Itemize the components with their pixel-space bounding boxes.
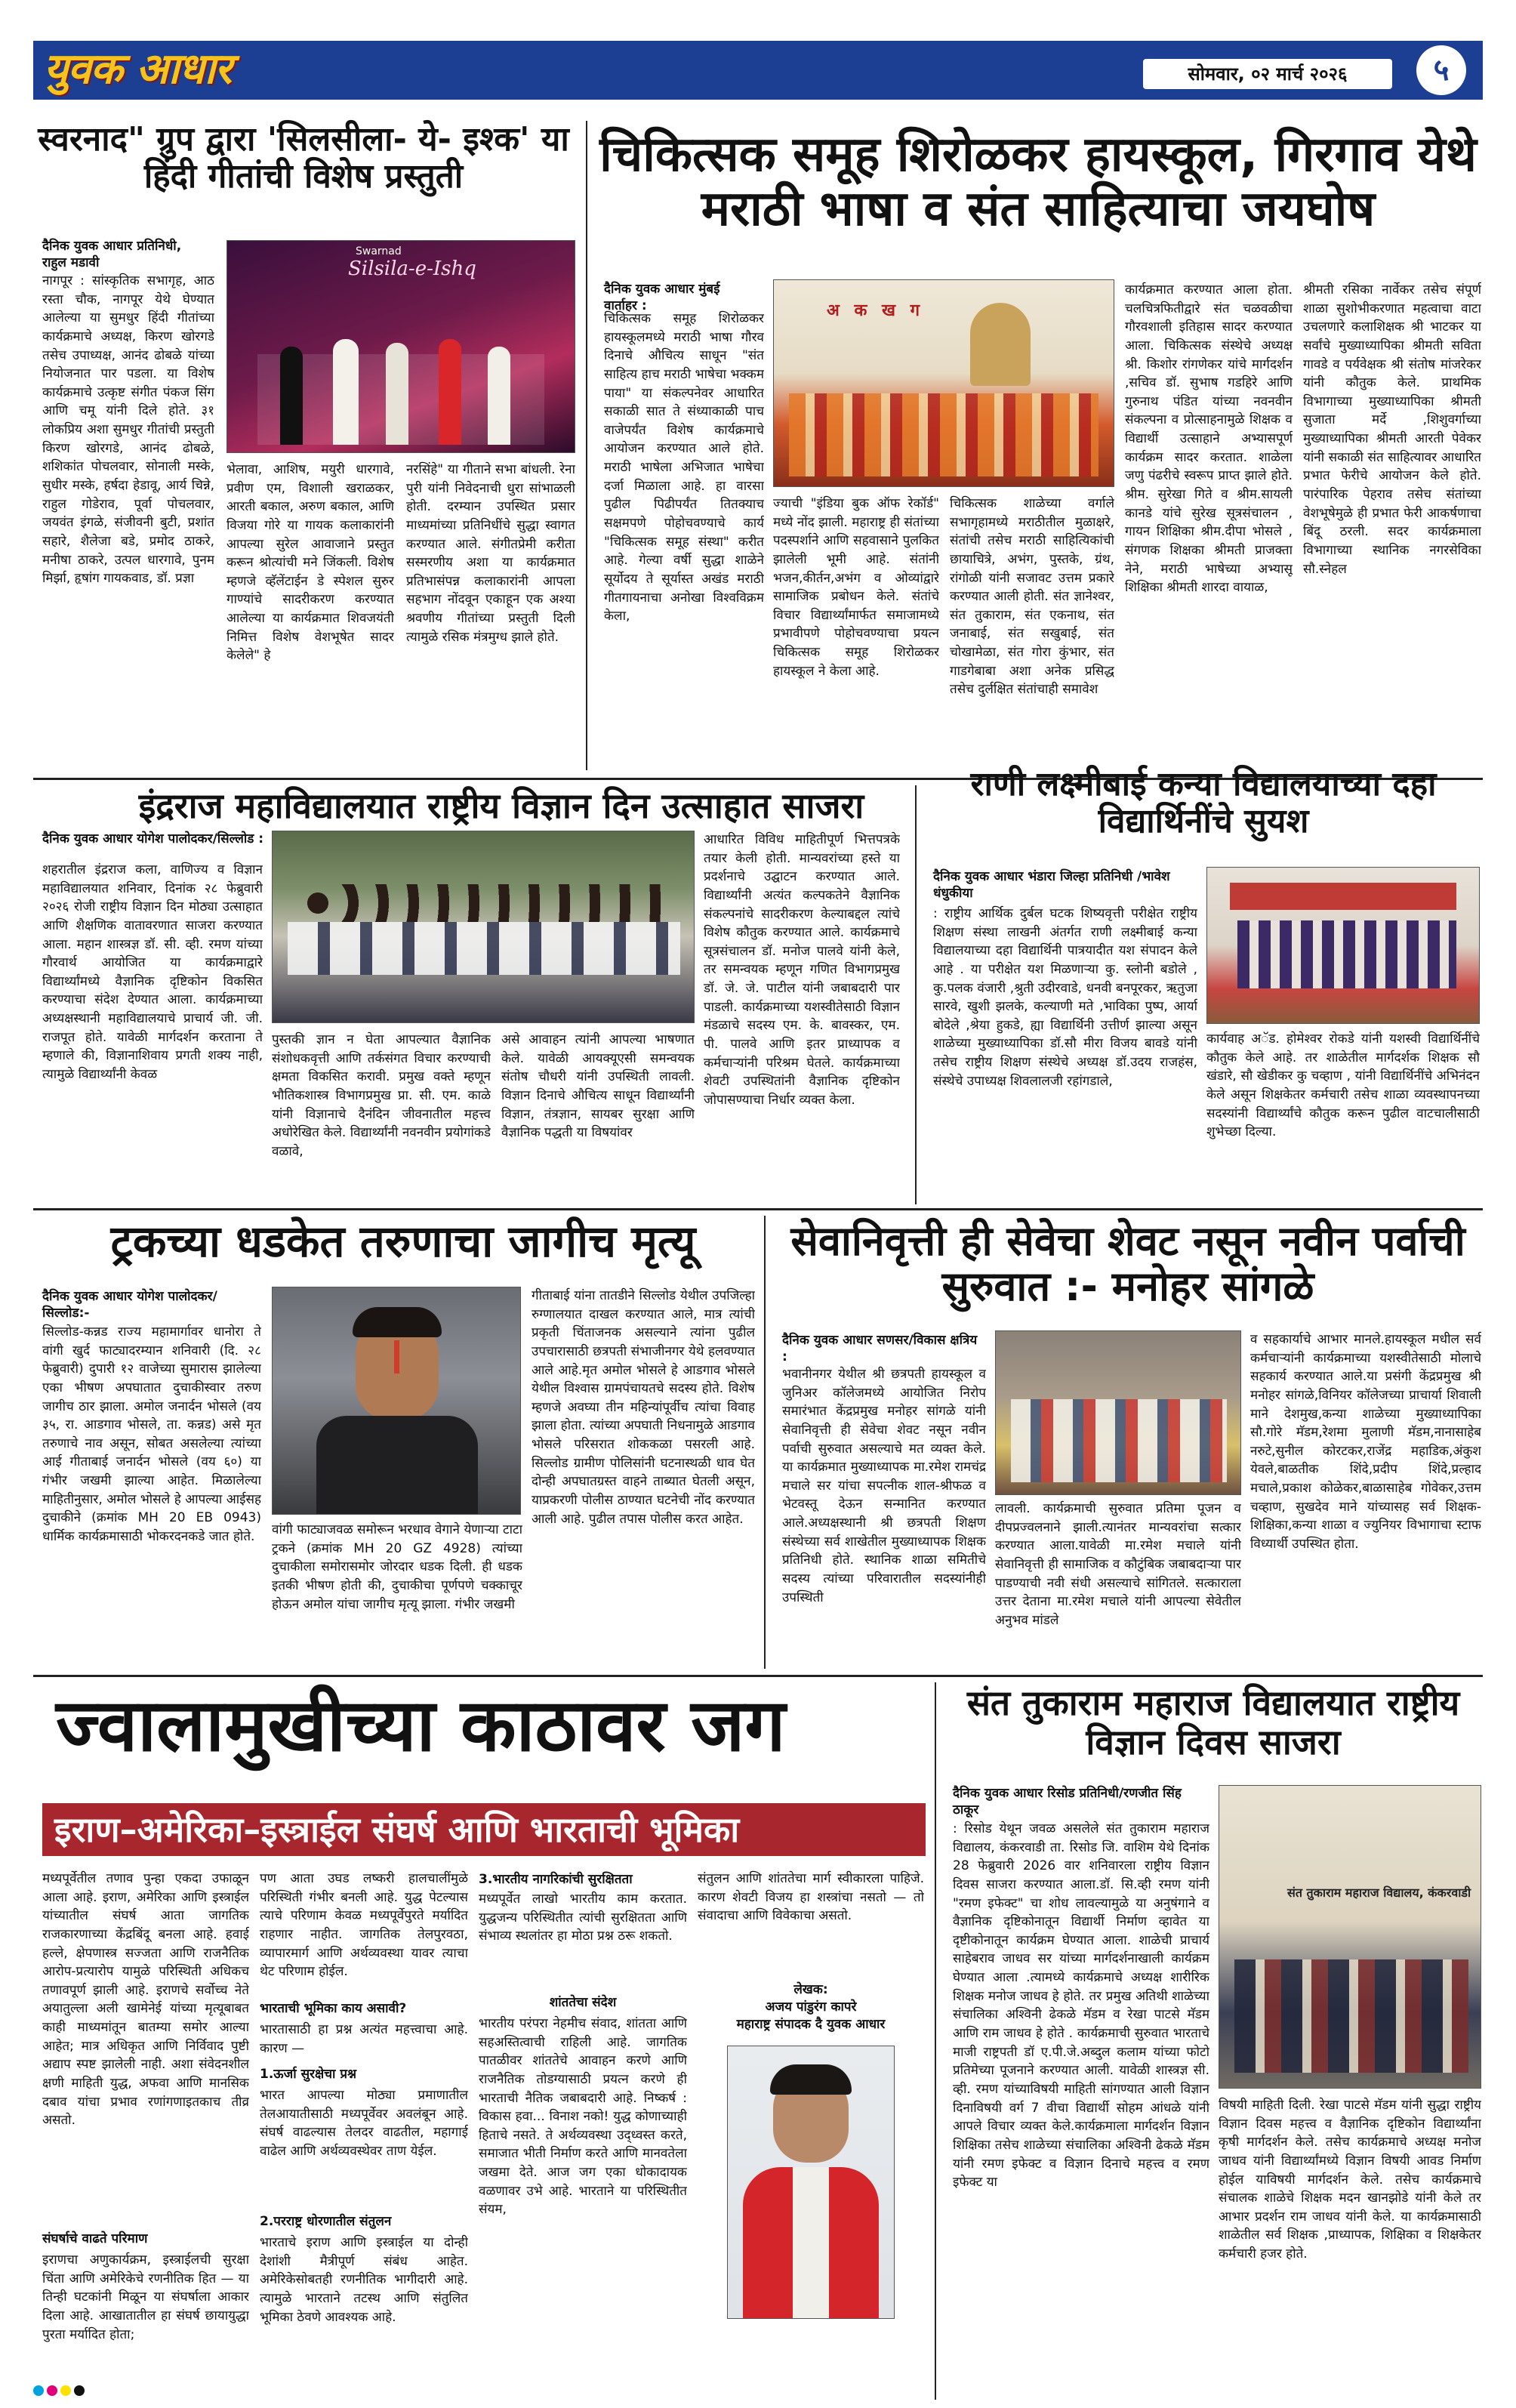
sevanivrutti-col1: भवानीनगर येथील श्री छत्रपती हायस्कूल व जुनिअर कॉलेजमध्ये आयोजित निरोप समारंभात केंद्रप्रमुख मनोहर सांगळे यांनी सेवानिवृत्ती ही सेवेचा शेवट नसून नवीन पर्वाची सुरुवात असल्याचे मत व्यक्त केले. या कार्यक्रमात मुख्याध्यापक मा.रमेश रामचंद्र मचाले सर यांचा सपत्नीक शाल-श्रीफळ व भेटवस्तू देऊन सन्मानित करण्यात आले.अध्यक्षस्थानी श्री छत्रपती शिक्षण संस्थेच्या सर्व शाखेतील मुख्याध्यापक शिक्षक प्रतिनिधी होते. स्थानिक शाळा समितीचे सदस्य त्यांच्या परिवारातील सदस्यांनीही उपस्थिती — [782, 1367, 986, 1605]
jwalamukhi-col1 — [42, 1870, 249, 2398]
truck-col3: गीताबाई यांना तातडीने सिल्लोड येथील उपजिल्हा रुग्णालयात दाखल करण्यात आले, मात्र त्यांची प्रकृती चिंताजनक असल्याने त्यांना पुढील उपचारासाठी छत्रपती संभाजीनगर येथे हलवण्यात आले आहे.मृत अमोल भोसले हे आडगाव भोसले येथील विश्वास ग्रामपंचायतचे सदस्य होते. विशेष म्हणजे अवघ्या तीन महिन्यांपूर्वीच त्यांचा विवाह झाला होता. त्यांच्या अपघाती निधनामुळे आडगाव भोसले परिसरात शोककळा पसरली आहे. सिल्लोड ग्रामीण पोलिसांनी घटनास्थळी धाव घेत दोन्ही अपघातग्रस्त वाहने ताब्यात घेतली असून, याप्रकरणी पोलीस ठाण्यात घटनेची नोंद करण्यात आली आहे. पुढील तपास पोलीस करत आहेत. — [532, 1288, 755, 1527]
jwalamukhi-subhead-6: शांततेचा संदेश — [549, 1995, 617, 2010]
jwalamukhi-subhead-1: संघर्षाचे वाढते परिमाण — [42, 2231, 148, 2246]
sevanivrutti-byline: दैनिक युवक आधार सणसर/विकास क्षत्रिय : — [782, 1333, 978, 1365]
swarnad-byline: दैनिक युवक आधार प्रतिनिधी, राहुल मडावी — [42, 239, 182, 271]
photo-sub-text: Swarnad — [356, 245, 402, 257]
jwalamukhi-subhead-4: 2.परराष्ट्र धोरणातील संतुलन — [260, 2214, 392, 2229]
indraraj-col2: पुस्तकी ज्ञान न घेता आपल्यात वैज्ञानिक संशोधकवृत्ती आणि तर्कसंगत विचार करण्याची क्षमता विकसित करावी. प्रमुख वक्ते म्हणून भौतिकशास्त्र विभागप्रमुख प्रा. सी. एम. काळे यांनी विज्ञानाचे दैनंदिन जीवनातील महत्त्व अधोरेखित केले. विद्यार्थ्यांनी नवनवीन प्रयोगांकडे वळावे, — [272, 1032, 491, 1159]
chikitsak-photo — [773, 279, 1114, 487]
tukaram-sign: संत तुकाराम महाराज विद्यालय, कंकरवाडी — [1287, 1885, 1471, 1900]
tukaram-headline: संत तुकाराम महाराज विद्यालयात राष्ट्रीय विज्ञान दिवस साजरा — [966, 1682, 1460, 1762]
swarnad-photo — [226, 240, 575, 453]
jwalamukhi-col1b-text: इराणचा अणुकार्यक्रम, इस्त्राईलची सुरक्षा चिंता आणि अमेरिकेचे रणनीतिक हित — या तिन्ही घटकांनी मिळून या संघर्षाला आकार दिला आहे. आखातातील हा संघर्ष छायायुद्धा पुरता मर्यादित होता; — [42, 2252, 249, 2342]
jwalamukhi-col3-text: मध्यपूर्वेत लाखो भारतीय काम करतात. युद्धजन्य परिस्थितीत त्यांची सुरक्षितता आणि संभाव्य स्थलांतर हा मोठा प्रश्न ठरू शकतो. — [479, 1892, 687, 1944]
truck-photo — [272, 1287, 521, 1515]
masthead-date: सोमवार, ०२ मार्च २०२६ — [1143, 59, 1392, 89]
tukaram-photo — [1219, 1785, 1481, 2089]
photo-banner-text: Silsila-e-Ishq — [348, 257, 476, 280]
swarnad-lead: नागपूर : सांस्कृतिक सभागृह, आठ रस्ता चौक, नागपूर येथे घेण्यात आलेल्या या सुमधुर हिंदी गीतांच्या कार्यक्रमाचे अध्यक्ष, किरण खोरगडे तसेच उपाध्यक्ष, आनंद ढोबळे यांच्या नियोजनात पार पडला. या विशेष कार्यक्रमाचे उत्कृष्ट संगीत पंकज सिंग आणि चमू यांनी दिले होते. ३१ लोकप्रिय अशा सुमधुर गीतांची प्रस्तुती किरण खोरगडे, आनंद ढोबळे, शशिकांत पोचलवार, सोनाली मस्के, सुधीर मस्के, हर्षदा हेडावू, आर्य चिन्ने, राहुल गोडेराव, पूर्वा पोचलवार, जयवंत इंगळे, संजीवनी बुटी, प्रशांत सहारे, शैलेजा बडे, प्रमोद ठाकरे, मनीषा ठाकरे, उत्पल धारगावे, पुनम मिर्झा, हृषांग गायकवाड, डॉ. प्रज्ञा — [42, 273, 214, 587]
rani-headline: राणी लक्ष्मीबाई कन्या विद्यालयाच्या दहा विद्यार्थिनींचे सुयश — [970, 765, 1437, 841]
indraraj-col3: असे आवाहन त्यांनी आपल्या भाषणात केले. यावेळी आयक्यूएसी समन्वयक संतोष चौधरी यांनी उपस्थिती लावली. विज्ञान दिनाचे औचित्य साधून विद्यार्थ्यांनी विज्ञान, तंत्रज्ञान, सायबर सुरक्षा आणि वैज्ञानिक पद्धती या विषयांवर — [501, 1032, 695, 1141]
sevanivrutti-col3: व सहकार्याचे आभार मानले.हायस्कूल मधील सर्व कर्मचाऱ्यांनी कार्यक्रमाच्या यशस्वीतेसाठी मोलाचे सहकार्य करण्यात आले.या प्रसंगी केंद्रप्रमुख श्री मनोहर सांगळे,विनियर कॉलेजच्या प्राचार्या शिवाली माने देशमुख,कन्या शाळेच्या मुख्याध्यापिका सौ.गोरे मॅडम,रेशमा मुलाणी मॅडम,नानासाहेब नरुटे,सुनील कोरटकर,राजेंद्र महाडिक,अंकुश येवले,बाळतीक शिंदे,प्रदीप शिंदे,प्रल्हाद मचाले,प्रकाश कोळेकर,बाळासाहेब गोवेकर,उत्तम चव्हाण, सुखदेव माने यांच्यासह सर्व शिक्षक-शिक्षिका,कन्या शाळा व ज्युनियर विभागाचा स्टाफ विध्यार्थी उपस्थित होता. — [1250, 1332, 1481, 1552]
chikitsak-headline: चिकित्सक समूह शिरोळकर हायस्कूल, गिरगाव येथे मराठी भाषा व संत साहित्याचा जयघोष — [599, 127, 1477, 237]
chikitsak-board-text: अ क ख ग — [827, 301, 925, 320]
truck-col1: सिल्लोड-कन्नड राज्य महामार्गावर धानोरा ते वांगी खुर्द फाट्यादरम्यान शनिवारी (दि. २८ फेब्रुवारी) दुपारी १२ वाजेच्या सुमारास झालेल्या एका भीषण अपघातात दुचाकीस्वार तरुण जागीच ठार झाला. अमोल जनार्दन भोसले (वय ३५, रा. आडगाव भोसले, ता. कन्नड) असे मृत तरुणाचे नाव असून, सोबत असलेल्या त्यांच्या आई गीताबाई जनार्दन भोसले (वय ६०) या गंभीर जखमी झाल्या आहेत. मिळालेल्या माहितीनुसार, अमोल भोसले हे आपल्या आईसह दुचाकीने (क्रमांक MH 20 EB 0943) धार्मिक कार्यक्रमासाठी भोकरदनकडे जात होते. — [42, 1324, 261, 1545]
chikitsak-byline: दैनिक युवक आधार मुंबई वार्ताहर : — [604, 282, 720, 314]
jwalamukhi-col2d-text: भारताचे इराण आणि इस्त्राईल या दोन्ही देशांशी मैत्रीपूर्ण संबंध आहेत. अमेरिकेसोबतही रणनीतिक भागीदारी आहे. त्यामुळे भारताने तटस्थ आणि संतुलित भूमिका ठेवणे आवश्यक आहे. — [260, 2235, 468, 2325]
indraraj-byline: दैनिक युवक आधार योगेश पालोदकर/सिल्लोड : — [42, 831, 264, 846]
swarnad-col3: नरसिंहे" या गीताने सभा बांधली. रेना पुरी यांनी निवेदनाची धुरा सांभाळली होती. दरम्यान उपस्थित प्रसार माध्यमांच्या प्रतिनिधींचे सुद्धा स्वागत करण्यात आले. संगीतप्रेमी करीता सस्मरणीय अशा या कार्यक्रमात प्रतिभासंपन्न कलाकारांनी आपला सहभाग नोंदवून एकाहून एक अश्या श्रवणीय गीतांच्या प्रस्तुती दिली त्यामुळे रसिक मंत्रमुग्ध झाले होते. — [406, 462, 575, 645]
swarnad-headline: स्वरनाद" ग्रुप द्वारा 'सिलसीला- ये- इश्क' या हिंदी गीतांची विशेष प्रस्तुती — [38, 120, 569, 196]
truck-byline: दैनिक युवक आधार योगेश पालोदकर/सिल्लोड:- — [42, 1289, 217, 1321]
sevanivrutti-photo — [995, 1330, 1241, 1495]
chikitsak-col1: चिकित्सक समूह शिरोळकर हायस्कूलमध्ये मराठी भाषा गौरव दिनाचे औचित्य साधून "संत साहित्य हाच मराठी भाषेचा भक्कम पाया" या संकल्पनेवर आधारित सकाळी सात ते संध्याकाळी पाच वाजेपर्यंत विशेष कार्यक्रमाचे आयोजन करण्यात आले होते. मराठी भाषेला अभिजात भाषेचा दर्जा मिळाला आहे. हा वारसा पुढील पिढीपर्यंत तितक्याच सक्षमपणे पोहोचवण्याचे कार्य "चिकित्सक समूह संस्था" करीत आहे. गेल्या वर्षी सुद्धा शाळेने सूर्योदय ते सूर्यास्त अखंड मराठी गीतगायनाचा अनोखा विश्वविक्रम केला, — [604, 311, 764, 624]
page-number: ५ — [1416, 45, 1466, 95]
author-label: लेखक: — [793, 1982, 828, 1997]
author-title: महाराष्ट्र संपादक दै युवक आधार — [736, 2017, 886, 2032]
indraraj-photo — [272, 831, 695, 1023]
jwalamukhi-col1-text: मध्यपूर्वेतील तणाव पुन्हा एकदा उफाळून आला आहे. इराण, अमेरिका आणि इस्त्राईल यांच्यातील संघर्ष आता जागतिक राजकारणाच्या केंद्रबिंदू बनला आहे. हवाई हल्ले, क्षेपणास्त्र सज्जता आणि राजनैतिक आरोप-प्रत्यारोप यामुळे परिस्थिती अधिकच तणावपूर्ण झाली आहे. इराणचे सर्वोच्च नेते अयातुल्ला अली खामेनेई यांच्या मृत्यूबाबत काही माध्यमांतून बातम्या समोर आल्या आहेत; मात्र अधिकृत आणि निर्विवाद पुष्टी अद्याप स्पष्ट झालेली नाही. अशा संवेदनशील क्षणी माहिती युद्ध, अफवा आणि मानसिक दबाव यांचा प्रभाव रणांगणाइतकाच तीव्र असतो. — [42, 1871, 249, 2129]
chikitsak-col3: चिकित्सक शाळेच्या वर्गाले सभागृहामध्ये मराठीतील मुळाक्षरे, संतांची तसेच मराठी साहित्यिकांची छायाचित्रे, अभंग, पुस्तके, ग्रंथ, रांगोळी यांनी सजावट उत्तम प्रकारे करण्यात आली होती. संत ज्ञानेश्वर, संत तुकाराम, संत एकनाथ, संत जनाबाई, संत सखुबाई, संत चोखामेळा, संत गोरा कुंभार, संत गाडगेबाबा अशा अनेक प्रसिद्ध तसेच दुर्लक्षित संतांचाही समावेश — [950, 496, 1114, 698]
truck-headline: ट्रकच्या धडकेत तरुणाचा जागीच मृत्यू — [110, 1216, 696, 1267]
author-photo — [727, 2046, 895, 2319]
chikitsak-col2: ज्याची "इंडिया बुक ऑफ रेकॉर्ड" मध्ये नोंद झाली. महाराष्ट्र ही संतांच्या पदस्पर्शाने आणि सहवासाने पुलकित झालेली भूमी आहे. संतांनी भजन,कीर्तन,अभंग व ओव्यांद्वारे सामाजिक प्रबोधन केले. संतांचे विचार विद्यार्थ्यांमार्फत समाजामध्ये प्रभावीपणे पोहोचवण्याचा प्रयत्न चिकित्सक समूह शिरोळकर हायस्कूल ने केला आहे. — [773, 496, 939, 679]
print-registration-marks — [33, 2385, 1483, 2400]
jwalamukhi-col3 — [479, 1870, 687, 2398]
indraraj-col4: आधारित विविध माहितीपूर्ण भित्तपत्रके तयार केली होती. मान्यवरांच्या हस्ते या प्रदर्शनाचे उद्घाटन करण्यात आले. विद्यार्थ्यांनी अत्यंत कल्पकतेने वैज्ञानिक संकल्पनांचे सादरीकरण केल्याबद्दल त्यांचे विशेष कौतुक करण्यात आले. कार्यक्रमाचे सूत्रसंचालन डॉ. मनोज पालवे यांनी केले, तर समन्वयक म्हणून गणित विभागप्रमुख डॉ. जे. जे. पाटील यांनी जबाबदारी पार पाडली. कार्यक्रमाच्या यशस्वीतेसाठी विज्ञान मंडळाचे सदस्य एम. के. बावस्कर, एम. पी. पालवे आणि इतर प्राध्यापक व कर्मचाऱ्यांनी परिश्रम घेतले. कार्यक्रमाच्या शेवटी उपस्थितांनी वैज्ञानिक दृष्टिकोन जोपासण्याचा निर्धार व्यक्त केला. — [704, 832, 900, 1108]
jwalamukhi-subhead-2: भारताची भूमिका काय असावी? — [260, 2001, 407, 2016]
masthead-logo: युवक आधार — [44, 45, 232, 94]
jwalamukhi-subhead-3: 1.ऊर्जा सुरक्षेचा प्रश्न — [260, 2067, 357, 2082]
indraraj-headline: इंद्रराज महाविद्यालयात राष्ट्रीय विज्ञान दिन उत्साहात साजरा — [138, 785, 864, 826]
jwalamukhi-col4-text: संतुलन आणि शांततेचा मार्ग स्वीकारला पाहिजे. कारण शेवटी विजय हा शस्त्रांचा नसतो — तो संवादाचा आणि विवेकाचा असतो. — [698, 1871, 924, 1924]
chikitsak-col5: श्रीमती रसिका नार्वेकर तसेच संपूर्ण शाळा सुशोभीकरणात महत्वाचा वाटा उचलणारे कलाशिक्षक श्री भाटकर या सर्वांचे मुख्याध्यापिका श्रीमती सविता गावडे व पर्यवेक्षक श्री संतोष मांजरेकर यांनी कौतुक केले. प्राथमिक विभागाच्या मुख्याध्यापिका श्रीमती सुजाता मर्दे ,शिशुवर्गाच्या मुख्याध्यापिका श्रीमती आरती पेवेकर यांनी सकाळी संत साहित्यावर आधारित प्रभात फेरीचे आयोजन केले होते. पारंपारिक पेहराव तसेच संतांच्या वेशभूषेमुळे ही प्रभात फेरी आकर्षणाचा बिंदू ठरली. सदर कार्यक्रमाला विभागाच्या स्थानिक नगरसेविका सौ.स्नेहल — [1303, 282, 1481, 577]
rani-byline: दैनिक युवक आधार भंडारा जिल्हा प्रतिनिधी /भावेश धंधुकीया — [933, 869, 1170, 902]
jwalamukhi-col2c-text: भारत आपल्या मोठ्या प्रमाणातील तेलआयातीसाठी मध्यपूर्वेवर अवलंबून आहे. संघर्ष वाढल्यास तेलदर वाढतील, महागाई वाढेल आणि अर्थव्यवस्थेवर ताण येईल. — [260, 2088, 468, 2159]
truck-col2: वांगी फाट्याजवळ समोरून भरधाव वेगाने येणाऱ्या टाटा ट्रकने (क्रमांक MH 20 GZ 4928) त्यांच्या दुचाकीला समोरासमोर जोरदार धडक दिली. ही धडक इतकी भीषण होती की, दुचाकीचा पूर्णपणे चक्काचूर होऊन अमोल यांचा जागीच मृत्यू झाला. गंभीर जखमी — [272, 1522, 522, 1612]
jwalamukhi-banner: इराण–अमेरिका–इस्त्राईल संघर्ष आणि भारताची भूमिका — [42, 1803, 926, 1856]
jwalamukhi-headline: ज्वालामुखीच्या काठावर जग — [56, 1683, 786, 1768]
jwalamukhi-col2-text: पण आता उघड लष्करी हालचालींमुळे परिस्थिती गंभीर बनली आहे. युद्ध पेटल्यास त्याचे परिणाम केवळ मध्यपूर्वेपुरते मर्यादित राहणार नाहीत. जागतिक तेलपुरवठा, व्यापारमार्ग आणि अर्थव्यवस्था यावर त्याचा थेट परिणाम होईल. — [260, 1871, 468, 1980]
author-name: अजय पांडुरंग कापरे — [765, 1999, 857, 2015]
tukaram-col2: विषयी माहिती दिली. रेखा पाटसे मॅडम यांनी सुद्धा राष्ट्रीय विज्ञान दिवस महत्त्व व वैज्ञानिक दृष्टिकोन विद्यार्थ्यांना कृषी मार्गदर्शन केले. तसेच कार्यक्रमाचे अध्यक्ष मनोज जाधव यांनी विद्यार्थ्यांमध्ये विज्ञान विषयी आवड निर्माण होईल याविषयी मार्गदर्शन केले. तसेच कार्यक्रमाचे संचालक शाळेचे शिक्षक मदन खानझोडे यांनी केले तर आभार प्रदर्शन राम जाधव यांनी केले. या कार्यक्रमासाठी शाळेतील सर्व शिक्षक ,प्राध्यापक, शिक्षिका व शिक्षकेतर कर्मचारी हजर होते. — [1219, 2098, 1481, 2262]
jwalamukhi-col2 — [260, 1870, 468, 2398]
jwalamukhi-col3b-text: भारतीय परंपरा नेहमीच संवाद, शांतता आणि सहअस्तित्वाची राहिली आहे. जागतिक पातळीवर शांततेचे आवाहन करणे आणि राजनैतिक तोडग्यासाठी प्रयत्न करणे ही भारताची नैतिक जबाबदारी आहे. निष्कर्ष : विकास हवा... विनाश नको! युद्ध कोणाच्याही हिताचे नसते. ते अर्थव्यवस्था उद्ध्वस्त करते, समाजात भीती निर्माण करते आणि मानवतेला जखमा देते. आज जग एका धोकादायक वळणावर उभे आहे. भारताने या परिस्थितीत संयम, — [479, 2016, 687, 2218]
sevanivrutti-col2: लावली. कार्यक्रमाची सुरुवात प्रतिमा पूजन व दीपप्रज्वलनाने झाली.त्यानंतर मान्यवरांचा सत्कार करण्यात आला.यावेळी मा.रमेश मचाले यांनी सेवानिवृत्ती ही सामाजिक व कौटुंबिक जबाबदाऱ्या पार पाडण्याची नवी संधी असल्याचे सांगितले. सत्काराला उत्तर देताना मा.रमेश मचाले यांनी आपल्या सेवेतील अनुभव मांडले — [995, 1501, 1241, 1628]
jwalamukhi-col2b-text: भारतासाठी हा प्रश्न अत्यंत महत्त्वाचा आहे. कारण — — [260, 2022, 468, 2056]
rani-col1: : राष्ट्रीय आर्थिक दुर्बल घटक शिष्यवृत्ती परीक्षेत राष्ट्रीय शिक्षण संस्था लाखनी अंतर्गत राणी लक्ष्मीबाई कन्या विद्यालयाच्या दहा विद्यार्थिनी पात्रयादीत यश संपादन केले आहे . या परीक्षेत यश मिळणाऱ्या कु. स्लोनी बडोले , कु.पलक वंजारी ,श्रुती उदीरवाडे, धनवी बनपूरकर, ऋतुजा सारवे, खुशी झलके, कल्याणी मते ,भाविका पुष्प, आर्या बोदेले ,श्रेया हुकडे, ह्या विद्यार्थिनी उत्तीर्ण झाल्या असून शाळेच्या मुख्याध्यापिका डॉ.सौ मीरा विजय बावडे यांनी तसेच राष्ट्रीय शिक्षण संस्थेचे अध्यक्ष डॉ.उदय राजहंस, संस्थेचे उपाध्यक्ष शिवलालजी रहांगडाले, — [933, 906, 1197, 1089]
tukaram-byline: दैनिक युवक आधार रिसोड प्रतिनिधी/रणजीत सिंह ठाकूर — [953, 1786, 1182, 1818]
indraraj-col1: शहरातील इंद्रराज कला, वाणिज्य व विज्ञान महाविद्यालयात शनिवार, दिनांक २८ फेब्रुवारी २०२६ रोजी राष्ट्रीय विज्ञान दिन मोठ्या उत्साहात आणि शैक्षणिक वातावरणात साजरा करण्यात आला. महान शास्त्रज्ञ डॉ. सी. व्ही. रमण यांच्या गौरवार्थ आयोजित या कार्यक्रमाद्वारे विद्यार्थ्यांमध्ये वैज्ञानिक दृष्टिकोन विकसित करण्याचा संदेश देण्यात आला. कार्यक्रमाच्या अध्यक्षस्थानी महाविद्यालयाचे प्राचार्य जी. जी. राजपूत होते. यावेळी मार्गदर्शन करताना ते म्हणाले की, विज्ञानाशिवाय प्रगती शक्य नाही, त्यामुळे विद्यार्थ्यांनी केवळ — [42, 862, 263, 1083]
masthead — [33, 41, 1483, 100]
jwalamukhi-col4 — [698, 1870, 924, 2398]
chikitsak-col4: कार्यक्रमात करण्यात आला होता. चलचित्रफितीद्वारे संत चळवळीचा गौरवशाली इतिहास सादर करण्यात आला. चिकित्सक संस्थेचे अध्यक्ष श्री. किशोर रांगणेकर यांचे मार्गदर्शन ,सचिव डॉ. सुभाष गडहिरे आणि गुरुनाथ पंडित यांच्या नवनवीन संकल्पना व प्रोत्साहनामुळे शिक्षक व विद्यार्थी उत्साहाने अभ्यासपूर्ण कार्यक्रम सादर करतात. शाळेला जणु पंढरीचे स्वरूप प्राप्त झाले होते. श्रीम. सुरेखा गिते व श्रीम.सायली कानडे यांचे सुरेख सूत्रसंचालन , गायन शिक्षिका श्रीम.दीपा भोसले , संगणक शिक्षका श्रीमती प्राजक्ता नेने, मराठी भाषेच्या अभ्यासू शिक्षिका श्रीमती शारदा वायाळ, — [1125, 282, 1293, 596]
rani-col2: कार्यवाह अॅड. होमेश्वर रोकडे यांनी यशस्वी विद्यार्थिनींचे कौतुक केले आहे. तर शाळेतील मार्गदर्शक शिक्षक सौ खंडारे, सौ खेडीकर कु चव्हाण , यांनी विद्यार्थिनींचे अभिनंदन केले असून शिक्षकेतर कर्मचारी तसेच शाळा व्यवस्थापनच्या सदस्यांनी विद्यार्थ्यांचे कौतुक करून पुढील वाटचालीसाठी शुभेच्छा दिल्या. — [1206, 1031, 1480, 1140]
tukaram-col1: : रिसोड येथून जवळ असलेले संत तुकाराम महाराज विद्यालय, कंकरवाडी ता. रिसोड जि. वाशिम येथे दिनांक 28 फेब्रुवारी 2026 वार शनिवारला राष्ट्रीय विज्ञान दिवस साजरा करण्यात आला.डॉ. सि.व्ही रमण यांनी "रमण इफेक्ट" चा शोध लावल्यामुळे या अनुषंगाने व वैज्ञानिक दृष्टिकोनातून विद्यार्थी निर्माण व्हावेत या दृष्टीकोनातून कार्यक्रम घेण्यात आला. शाळेची प्राचार्य साहेबराव जाधव सर यांच्या मार्गदर्शनाखाली कार्यक्रम घेण्यात आला .त्यामध्ये कार्यक्रमाचे अध्यक्ष शारीरिक शिक्षक मनोज जाधव हे होते. तर प्रमुख अतिथी शाळेच्या संचालिका अश्विनी ढेकळे मॅडम व रेखा पाटसे मॅडम आणि राम जाधव हे होते . कार्यक्रमाची सुरुवात भारताचे माजी राष्ट्रपती डॉ ए.पी.जे.अब्दुल कलाम यांच्या फोटो प्रतिमेच्या पूजनाने करण्यात आली. यावेळी शास्त्रज्ञ सी. व्ही. रमण यांच्याविषयी माहिती सांगण्यात आली विज्ञान दिनाविषयी वर्ग 7 वीचा विद्यार्थी सोहम आंधळे यांनी आपले विचार व्यक्त केले.कार्यक्रमाला मार्गदर्शन विज्ञान शिक्षिका तसेच शाळेच्या संचालिका अश्विनी ढेकळे मॅडम यांनी रमण इफेक्ट व विज्ञान दिनाचे महत्त्व व रमण इफेक्ट या — [953, 1821, 1209, 2191]
rani-photo — [1206, 867, 1480, 1024]
sevanivrutti-headline: सेवानिवृत्ती ही सेवेचा शेवट नसून नवीन पर्वाची सुरुवात :- मनोहर सांगळे — [790, 1217, 1465, 1311]
swarnad-col2: भेलावा, आशिष, मयुरी धारगावे, प्रवीण एम, विशाली खराळकर, आरती बकाल, अरुण बकाल, आणि विजया गोरे या गायक कलाकारांनी आपल्या सुरेल आवाजाने प्रस्तुत करून श्रोत्यांची मने जिंकली. विशेष म्हणजे व्हॅलेंटाईन डे स्पेशल सुरुर गाण्यांचे सादरीकरण करण्यात आलेल्या या कार्यक्रमात शिवजयंती निमित्त विशेष वेशभूषेत सादर केलेले" हे — [226, 462, 394, 664]
jwalamukhi-subhead-5: 3.भारतीय नागरिकांची सुरक्षितता — [479, 1872, 633, 1887]
